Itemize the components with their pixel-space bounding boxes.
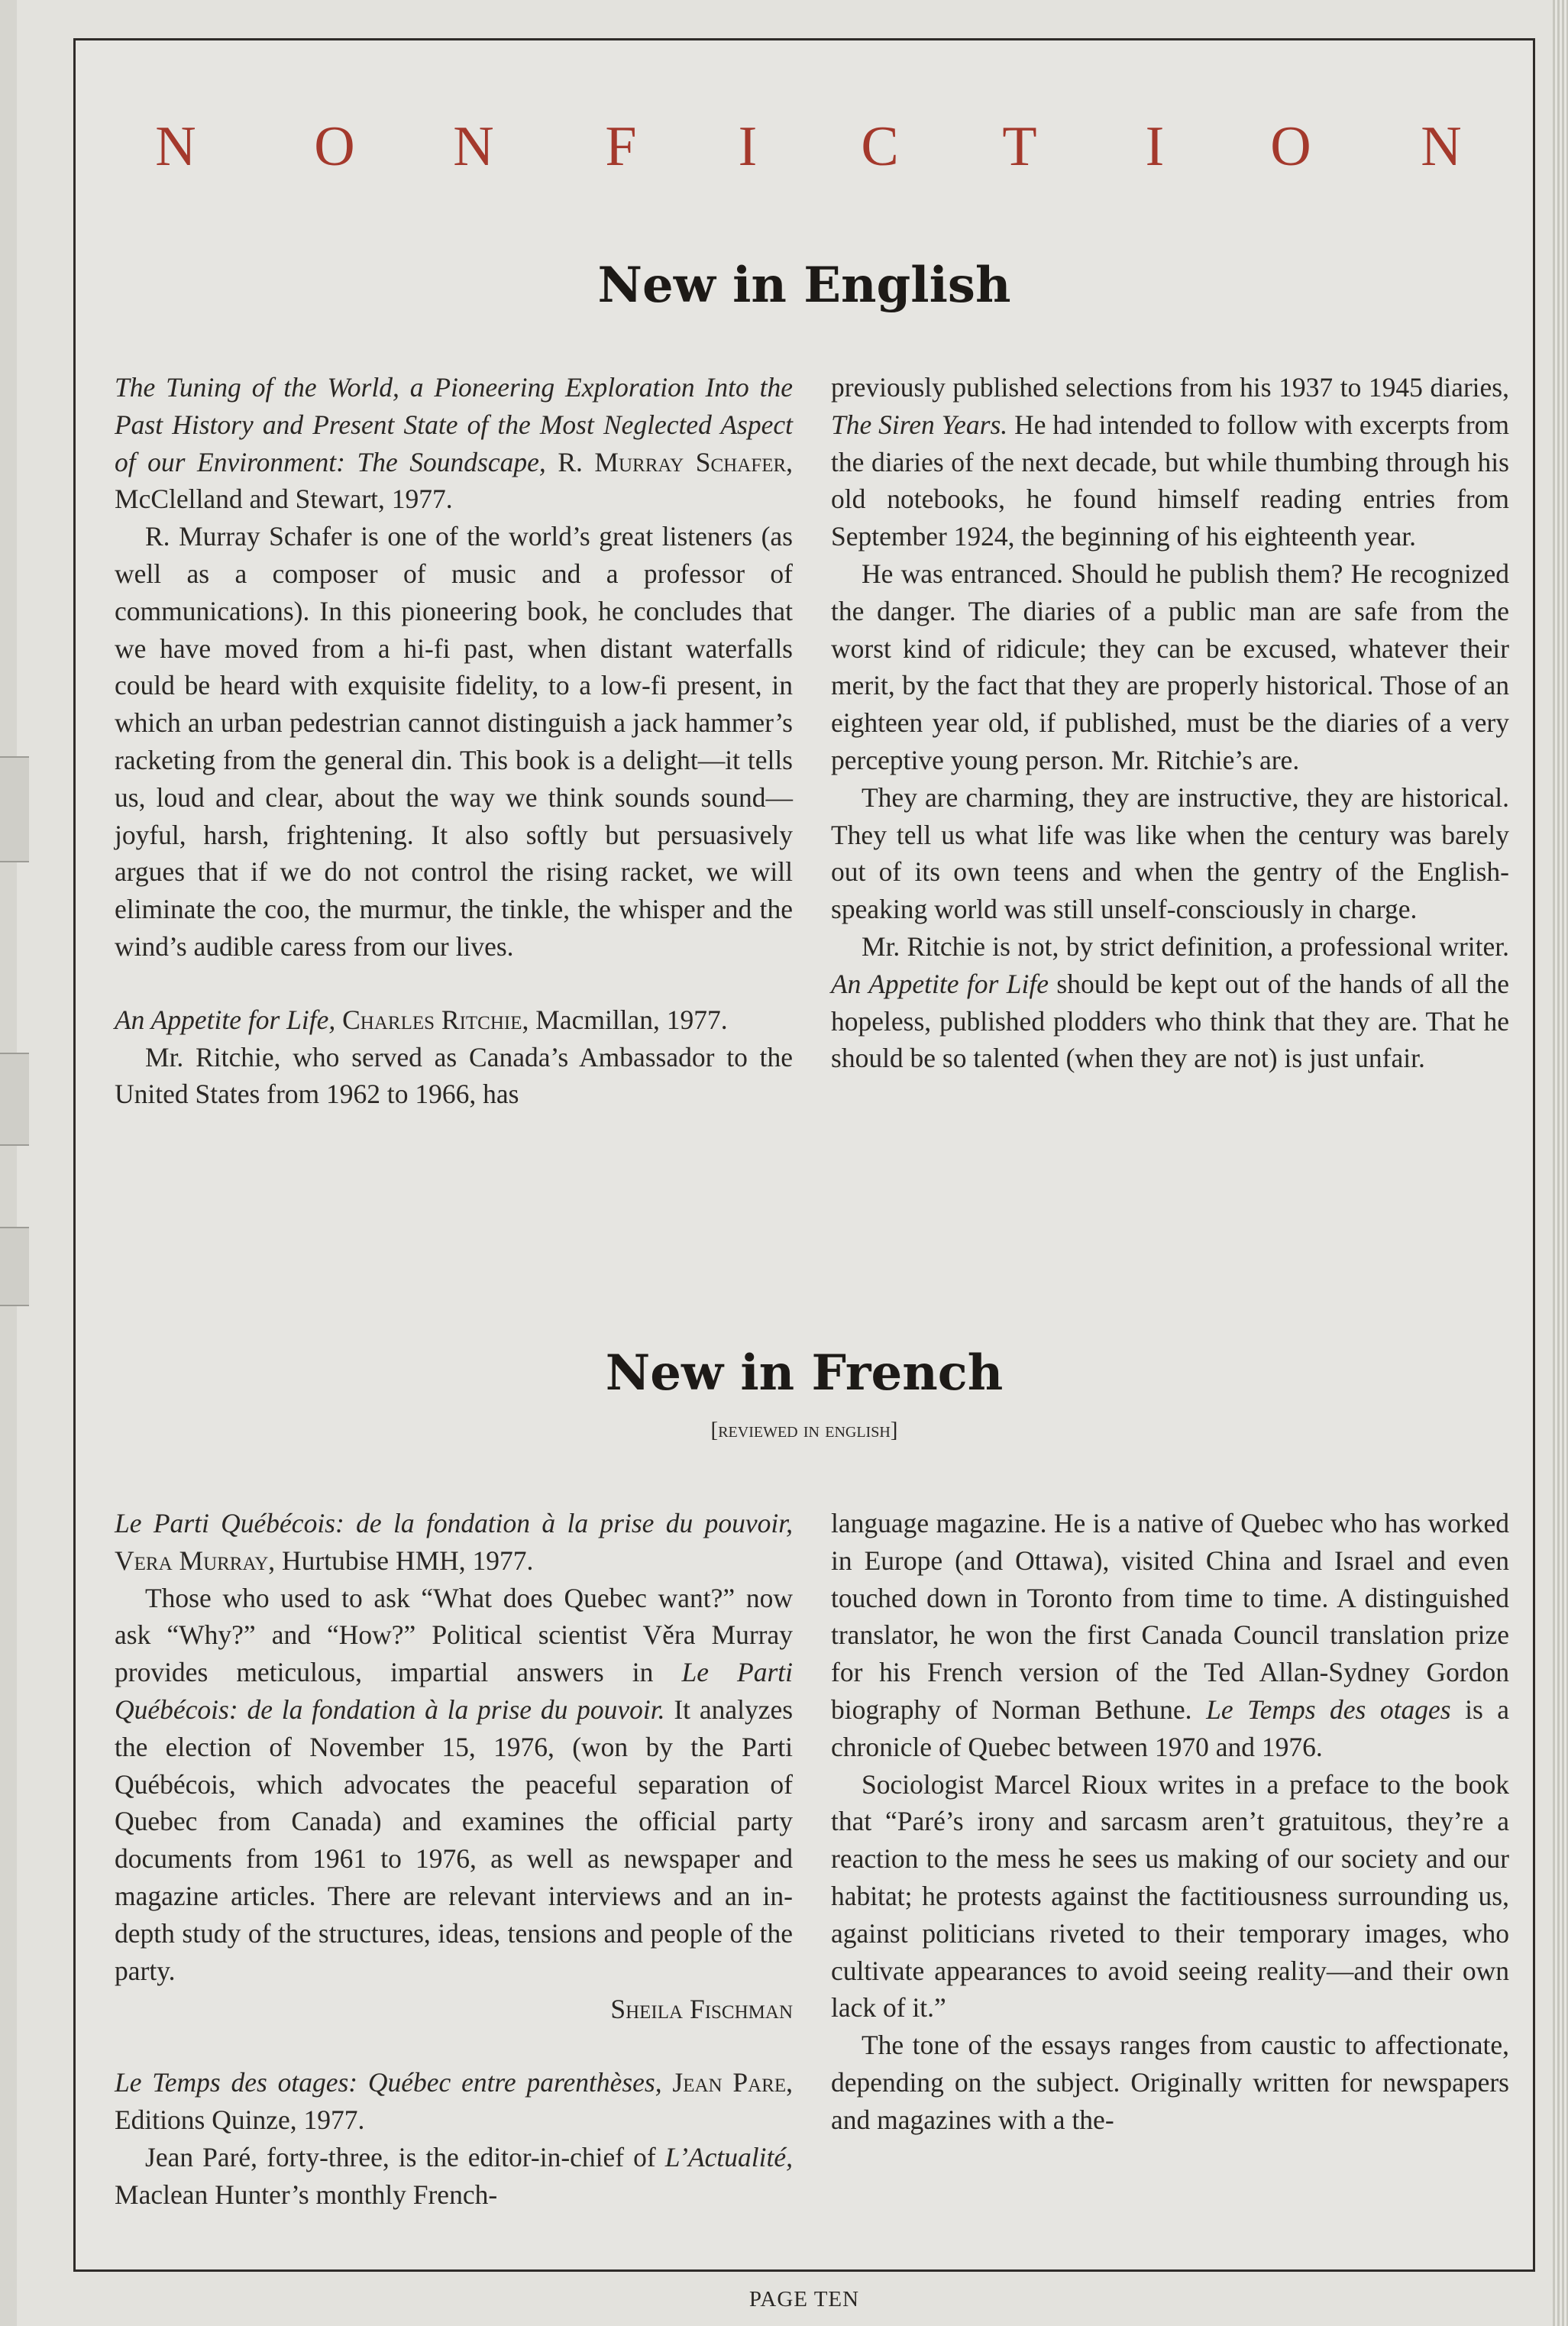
english-left-column xyxy=(115,369,793,1113)
page-tab xyxy=(0,1227,29,1306)
review-paragraph: The tone of the essays ranges from caustic to affectionate, depending on the subject. Originally written for newspapers and magazines with a the- xyxy=(831,2030,1509,2135)
banner-letter: I xyxy=(738,115,758,178)
page-tab xyxy=(0,1053,29,1146)
banner-letter: T xyxy=(1002,115,1037,178)
review-paragraph: Mr. Ritchie is not, by strict definition, a professional writer. An Appetite for Life should be kept out of the hands of all the hopeless, published plodders who think that they are. That he should be so talented (when they are not) is just unfair. xyxy=(831,930,1509,1074)
review-paragraph: Jean Paré, forty-three, is the editor-in-chief of L’Actualité, Maclean Hunter’s monthly French- xyxy=(115,2141,793,2210)
page-stack-edge xyxy=(1553,0,1568,2326)
review-paragraph: R. Murray Schafer is one of the world’s great listeners (as well as a composer of music and a professor of communications). In this pioneering book, he concludes that we have moved from a hi-fi past, when distant waterfalls could be heard with exquisite fidelity, to a low-fi present, in which an urban pedestrian cannot distinguish a jack hammer’s racketing from the general din. This book is a delight—it tells us, loud and clear, about the way we think sounds sound—joyful, harsh, frightening. It also softly but persuasively argues that if we do not control the rising racket, we will eliminate the coo, the murmur, the tinkle, the whisper and the wind’s audible caress from our lives. xyxy=(115,521,793,962)
page-number: PAGE TEN xyxy=(748,2287,860,2311)
banner-letter: N xyxy=(1421,115,1462,178)
review-paragraph-continued: language magazine. He is a native of Quebec who has worked in Europe (and Ottawa), visited China and Israel and even touched down in Toronto from time to time. A distinguished translator, he won the first Canada Council translation prize for his French version of the Ted Allan-Sydney Gordon biography of Norman Bethune. Le Temps des otages is a chronicle of Quebec between 1970 and 1976. xyxy=(831,1508,1510,1762)
banner-letter: F xyxy=(605,115,637,178)
banner-letter: C xyxy=(861,115,899,178)
section-title-french: New in French xyxy=(605,1344,1004,1402)
review-author: Vera Murray, xyxy=(115,1545,276,1576)
review-paragraph: Those who used to ask “What does Quebec want?” now ask “Why?” and “How?” Political scientist Věra Murray provides meticulous, impartial answers in Le Parti Québécois: de la fondation à la prise du pouvoir. It analyzes the election of November 15, 1976, (won by the Parti Québécois, which advocates the peaceful separation of Quebec from Canada) and examines the official party documents from 1961 to 1976, as well as newspaper and magazine articles. There are relevant interviews and an in-depth study of the structures, ideas, tensions and people of the party. xyxy=(115,1582,794,1986)
section-title-english: New in English xyxy=(597,257,1011,314)
magazine-title: L’Actualité, xyxy=(664,2141,793,2172)
banner-letter: I xyxy=(1145,115,1165,178)
banner-letter: N xyxy=(155,115,196,178)
book-title: The Tuning of the World, a Pioneering Exploration Into the Past History and Present State of the Most Neglected Aspect of our Environment: The Soundscape, xyxy=(115,372,793,477)
banner-letter: O xyxy=(1270,115,1311,178)
review-citation xyxy=(115,2064,793,2139)
book-title: The Siren Years. xyxy=(831,409,1008,440)
book-title: Le Parti Québécois: de la fondation à la prise du pouvoir. xyxy=(115,1657,794,1725)
reviewer-signature: Sheila Fischman xyxy=(610,1994,793,2025)
review-paragraph: He was entranced. Should he publish them? He recognized the danger. The diaries of a public man are safe from the worst kind of ridicule; they can be excused, whatever their merit, by the fact that they are properly historical. Those of an eighteen year old, if published, must be the diaries of a very perceptive young person. Mr. Ritchie’s are. xyxy=(831,558,1509,775)
french-right-column xyxy=(831,1505,1509,2139)
review-citation xyxy=(115,1001,793,1039)
publisher: Macmillan, 1977. xyxy=(535,1004,728,1035)
publisher: Hurtubise HMH, 1977. xyxy=(282,1545,534,1576)
review-author: Charles Ritchie, xyxy=(342,1004,529,1035)
publisher: McClelland and Stewart, 1977. xyxy=(115,484,453,515)
french-left-column xyxy=(115,1505,793,2213)
review-paragraph: They are charming, they are instructive, they are historical. They tell us what life was like when the century was barely out of its own teens and when the gentry of the English-speaking world was still unself-consciously in charge. xyxy=(831,781,1509,925)
review-paragraph: Sociologist Marcel Rioux writes in a preface to the book that “Paré’s irony and sarcasm aren’t gratuitous, they’re a reaction to the mess he sees us making of our society and our habitat; he protests against the factitiousness surrounding us, against politicians riveted to their temporary images, who cultivate appearances to avoid seeing reality—and their own lack of it.” xyxy=(831,1768,1509,2024)
book-title: Le Temps des otages xyxy=(1206,1694,1451,1725)
page-tab xyxy=(0,756,29,862)
section-banner xyxy=(73,116,1535,177)
review-citation xyxy=(115,369,793,518)
binding-edge xyxy=(0,0,17,2326)
review-author: R. Murray Schafer, xyxy=(558,446,794,477)
book-title: Le Parti Québécois: de la fondation à la prise du pouvoir, xyxy=(115,1508,793,1538)
banner-letter: O xyxy=(314,115,355,178)
review-citation xyxy=(115,1505,793,1580)
review-paragraph: Mr. Ritchie, who served as Canada’s Ambassador to the United States from 1962 to 1966, has xyxy=(115,1041,793,1110)
review-author: Jean Pare, xyxy=(672,2067,793,2098)
english-right-column xyxy=(831,369,1509,1077)
book-title: An Appetite for Life, xyxy=(115,1004,336,1035)
publisher: Editions Quinze, 1977. xyxy=(115,2104,365,2135)
banner-letter: N xyxy=(453,115,494,178)
book-title: Le Temps des otages: Québec entre parenthèses, xyxy=(115,2067,662,2098)
section-subtitle: [reviewed in english] xyxy=(710,1418,898,1442)
review-paragraph-continued: previously published selections from his 1937 to 1945 diaries, The Siren Years. He had intended to follow with excerpts from the diaries of the next decade, but while thumbing through his old notebooks, he found himself reading entries from September 1924, the beginning of his eighteenth year. xyxy=(831,372,1510,552)
book-title: An Appetite for Life xyxy=(831,968,1049,999)
